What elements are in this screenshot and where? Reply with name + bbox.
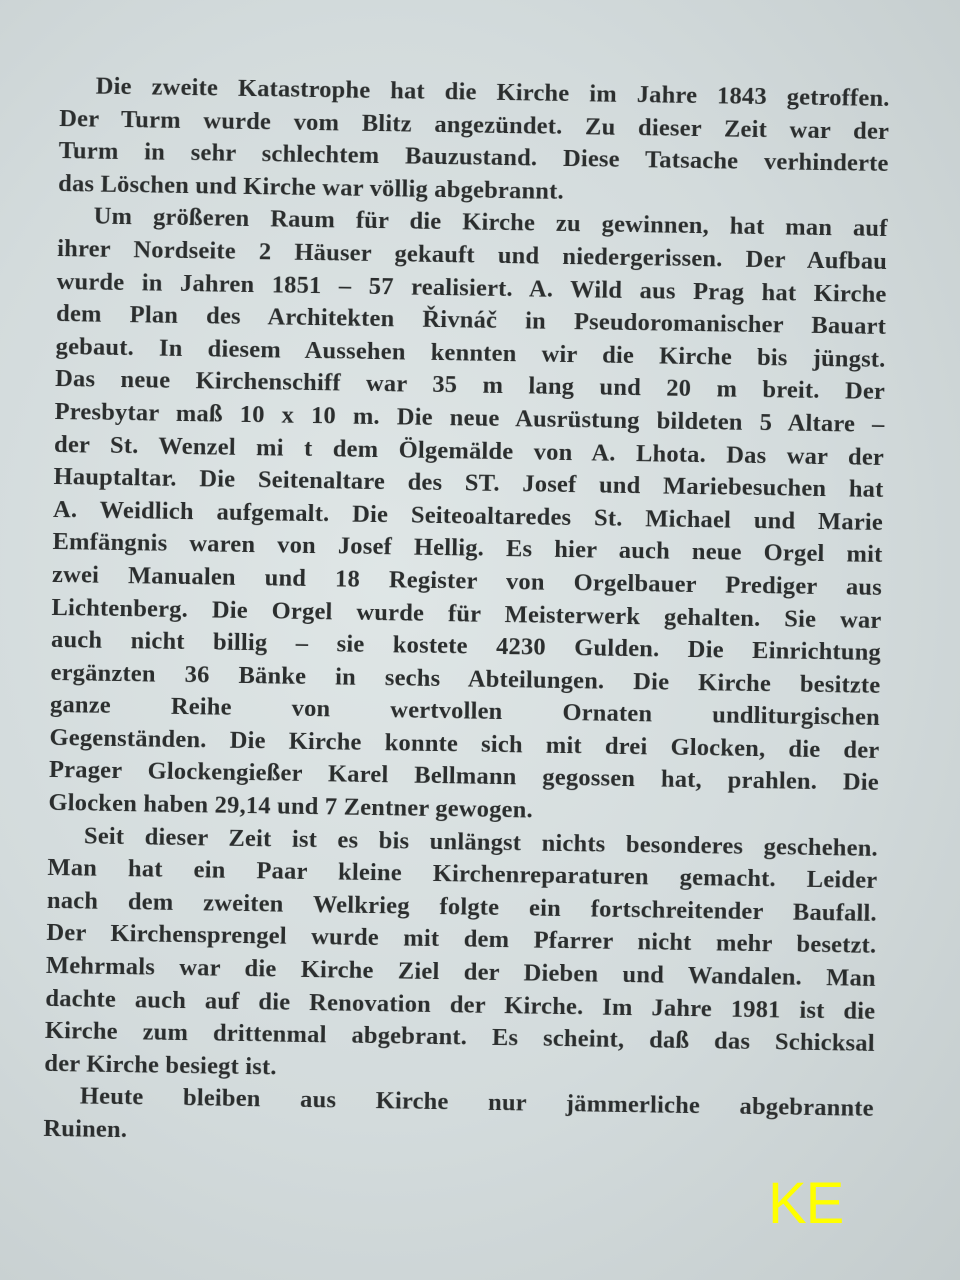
text-line: Lichtenberg. Die Orgel wurde für Meisterwerk gehalten. Sie war [51, 593, 882, 634]
text-line: Die zweite Katastrophe hat die Kirche im Jahre 1843 getroffen. [95, 72, 890, 113]
text-line: wurde in Jahren 1851 – 57 realisiert. A. Wild aus Prag hat Kirche [56, 267, 887, 308]
text-line: der Kirche besiegt ist. [44, 1049, 277, 1081]
text-line: Ruinen. [43, 1114, 128, 1144]
text-line: Gegenständen. Die Kirche konnte sich mit drei Glocken, die der [49, 723, 880, 764]
text-line: Um größeren Raum für die Kirche zu gewinnen, hat man auf [93, 202, 888, 243]
text-line: dachte auch auf die Renovation der Kirche. Im Jahre 1981 ist die [45, 984, 876, 1025]
text-line: A. Weidlich aufgemalt. Die Seiteoaltaredes St. Michael und Marie [52, 495, 884, 536]
text-line: Hauptaltar. Die Seitenaltare des ST. Josef und Mariebesuchen hat [53, 463, 884, 504]
text-line: Der Kirchensprengel wurde mit dem Pfarrer nicht mehr besetzt. [46, 919, 877, 960]
text-line: ihrer Nordseite 2 Häuser gekauft und niedergerissen. Der Aufbau [56, 234, 888, 275]
text-line: Prager Glockengießer Karel Bellmann gegossen hat, prahlen. Die [48, 756, 880, 797]
text-line: ganze Reihe von wertvollen Ornaten undliturgischen [49, 691, 881, 732]
text-line: Presbytar maß 10 x 10 m. Die neue Ausrüstung bildeten 5 Altare – [54, 397, 885, 438]
paragraph-1 [58, 70, 890, 213]
text-line: dem Plan des Architekten Řivnáč in Pseudoromanischer Bauart [55, 300, 887, 341]
text-line: Glocken haben 29,14 und 7 Zentner gewogen. [48, 788, 534, 824]
text-line: Das neue Kirchenschiff war 35 m lang und 20 m breit. Der [54, 365, 886, 406]
text-line: Heute bleiben aus Kirche nur jämmerliche abgebrannte [79, 1082, 874, 1123]
text-line: Seit dieser Zeit ist es bis unlängst nichts besonderes geschehen. [83, 822, 879, 862]
text-line: der St. Wenzel mi t dem Ölgemälde von A. Lhota. Das war der [53, 430, 885, 471]
text-line: Turm in sehr schlechtem Bauzustand. Diese Tatsache verhinderte [58, 137, 889, 178]
text-line: auch nicht billig – sie kostete 4230 Gulden. Die Einrichtung [50, 626, 882, 667]
text-line: Mehrmals war die Kirche Ziel der Dieben und Wandalen. Man [45, 951, 877, 992]
text-line: gebaut. In diesem Aussehen kennten wir die Kirche bis jüngst. [55, 332, 886, 373]
text-line: nach dem zweiten Welkrieg folgte ein fortschreitender Baufall. [46, 886, 878, 927]
watermark-initials: KE [768, 1171, 844, 1236]
book-page-text [43, 70, 890, 1158]
paragraph-4 [43, 1080, 874, 1158]
text-line: das Löschen und Kirche war völlig abgebrannt. [58, 169, 565, 205]
paragraph-2 [48, 200, 888, 832]
text-line: Emfängnis waren von Josef Hellig. Es hier auch neue Orgel mit [52, 528, 883, 569]
text-line: zwei Manualen und 18 Register von Orgelbauer Prediger aus [51, 560, 883, 601]
text-line: Der Turm wurde vom Blitz angezündet. Zu dieser Zeit war der [59, 104, 890, 145]
paragraph-3 [44, 820, 878, 1094]
text-line: ergänzten 36 Bänke in sechs Abteilungen. Die Kirche besitzte [50, 658, 881, 699]
text-line: Kirche zum drittenmal abgebrant. Es scheint, daß das Schicksal [44, 1017, 876, 1058]
text-line: Man hat ein Paar kleine Kirchenreparaturen gemacht. Leider [47, 854, 878, 895]
